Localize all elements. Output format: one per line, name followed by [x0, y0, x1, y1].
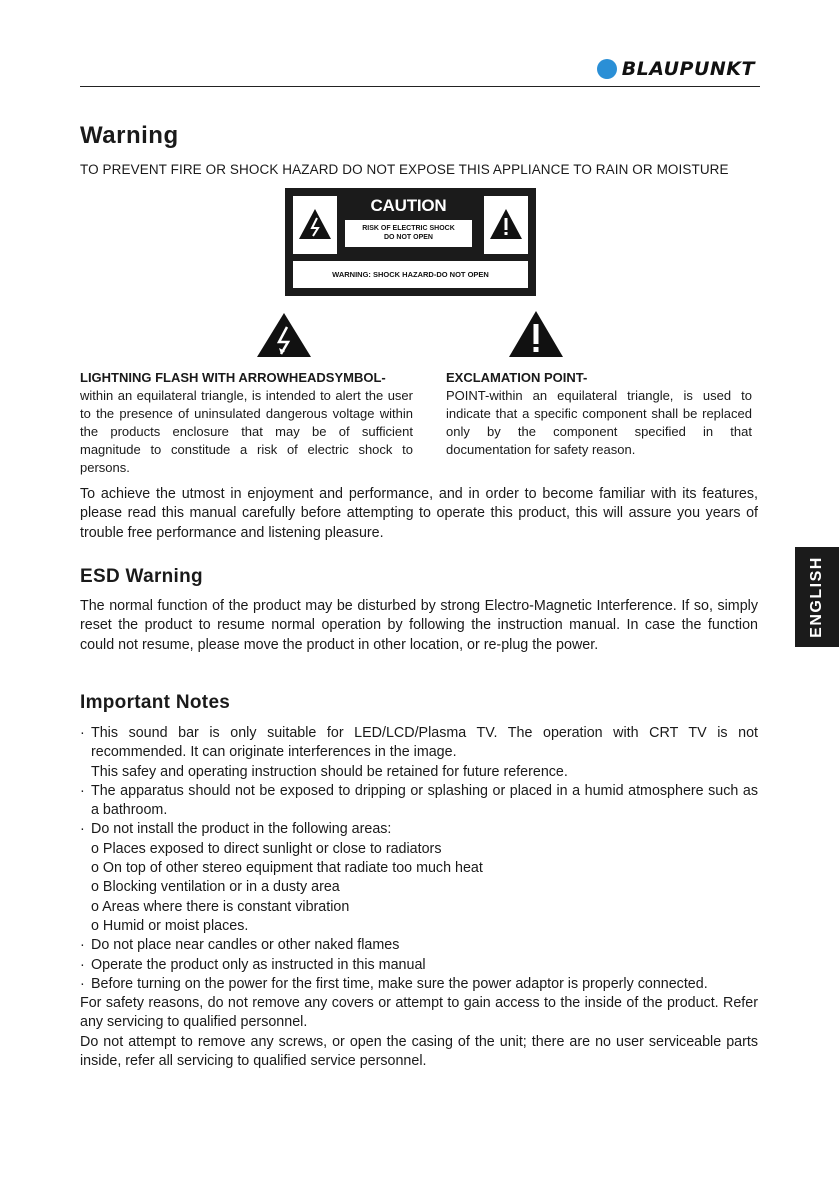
esd-text: The normal function of the product may be disturbed by strong Electro-Magnetic Interference. If so, simply reset the product to resume normal operation by following the instruction manual. In case the function could not resume, please move the product in other location, or re-plug the power.: [80, 598, 758, 653]
caution-right-panel: [484, 196, 528, 254]
list-item: [80, 975, 758, 994]
esd-paragraph: [80, 597, 758, 655]
language-tab: [795, 547, 839, 647]
note-text: Before turning on the power for the first time, make sure the power adaptor is properly connected.: [91, 975, 708, 992]
language-tab-label: ENGLISH: [808, 556, 825, 638]
brand-dot-icon: [597, 59, 617, 79]
brand-name: BLAUPUNKT: [621, 58, 755, 80]
caution-risk-text: [345, 224, 472, 242]
bullet-dot: ·: [80, 821, 85, 838]
list-item: This safey and operating instruction should be retained for future reference.: [91, 763, 568, 780]
lightning-explanation: [80, 369, 413, 477]
risk-line-1: RISK OF ELECTRIC SHOCK: [362, 225, 455, 232]
bullet-dot: ·: [80, 975, 85, 992]
area-item: o Places exposed to direct sunlight or close to radiators: [91, 840, 442, 857]
note-text: Do not install the product in the following areas:: [91, 821, 392, 838]
caution-heading: CAUTION: [370, 196, 447, 215]
exclamation-explanation: [446, 369, 752, 459]
bullet-dot: ·: [80, 956, 85, 973]
brand-logo: [597, 58, 755, 80]
note-text: Operate the product only as instructed in this manual: [91, 956, 426, 973]
list-item: [80, 782, 758, 821]
lightning-text: within an equilateral triangle, is intended to alert the user to the presence of uninsulated dangerous voltage within the products enclosure that may be of sufficient magnitude to constitude a risk of electric shock to persons.: [80, 388, 413, 475]
intro-paragraph: [80, 485, 758, 543]
caution-left-panel: [293, 196, 337, 254]
intro-text: To achieve the utmost in enjoyment and performance, and in order to become familiar with its features, please read this manual carefully before attempting to operate this product, this will assure you years of trouble free performance and listening pleasure.: [80, 486, 758, 541]
esd-title: ESD Warning: [80, 566, 203, 587]
caution-label: [285, 188, 536, 296]
lightning-symbol-icon: [256, 312, 312, 358]
exclamation-triangle-icon: [489, 208, 523, 240]
lightning-triangle-icon: [298, 208, 332, 240]
note-text: Do not place near candles or other naked flames: [91, 937, 400, 954]
list-item: [80, 956, 758, 975]
risk-line-2: DO NOT OPEN: [383, 234, 433, 241]
warning-caps-line: TO PREVENT FIRE OR SHOCK HAZARD DO NOT EXPOSE THIS APPLIANCE TO RAIN OR MOISTURE: [80, 162, 729, 177]
list-item: [80, 936, 758, 955]
notes-list: [80, 724, 758, 1071]
note-text: This sound bar is only suitable for LED/LCD/Plasma TV. The operation with CRT TV is not recommended. It can originate interferences in the image.: [91, 725, 758, 761]
caution-bottom-text: WARNING: SHOCK HAZARD-DO NOT OPEN: [332, 270, 489, 279]
bullet-dot: ·: [80, 782, 85, 799]
list-item: [80, 820, 758, 839]
closing-paragraph-2: Do not attempt to remove any screws, or open the casing of the unit; there are no user serviceable parts inside, refer all servicing to qualified service personnel.: [80, 1033, 758, 1070]
notes-title: Important Notes: [80, 692, 231, 713]
list-item: [80, 724, 758, 763]
closing-paragraph-1: For safety reasons, do not remove any covers or attempt to gain access to the inside of the product. Refer any servicing to qualified personnel.: [80, 995, 758, 1031]
area-item: o On top of other stereo equipment that radiate too much heat: [91, 860, 483, 877]
exclamation-heading: EXCLAMATION POINT-: [446, 370, 588, 385]
bullet-dot: ·: [80, 725, 85, 741]
note-text: The apparatus should not be exposed to dripping or splashing or placed in a humid atmosphere such as a bathroom.: [91, 782, 758, 819]
bullet-dot: ·: [80, 937, 85, 954]
area-item: o Blocking ventilation or in a dusty area: [91, 879, 340, 896]
area-item: o Humid or moist places.: [91, 917, 249, 934]
exclamation-text: POINT-within an equilateral triangle, is used to indicate that a specific component shall be replaced only by the component specified in that documentation for safety reason.: [446, 388, 752, 457]
warning-title: Warning: [80, 122, 179, 149]
exclamation-symbol-icon: [508, 310, 564, 358]
lightning-heading: LIGHTNING FLASH WITH ARROWHEADSYMBOL-: [80, 370, 386, 385]
header-divider: [80, 86, 760, 87]
area-item: o Areas where there is constant vibration: [91, 898, 350, 915]
